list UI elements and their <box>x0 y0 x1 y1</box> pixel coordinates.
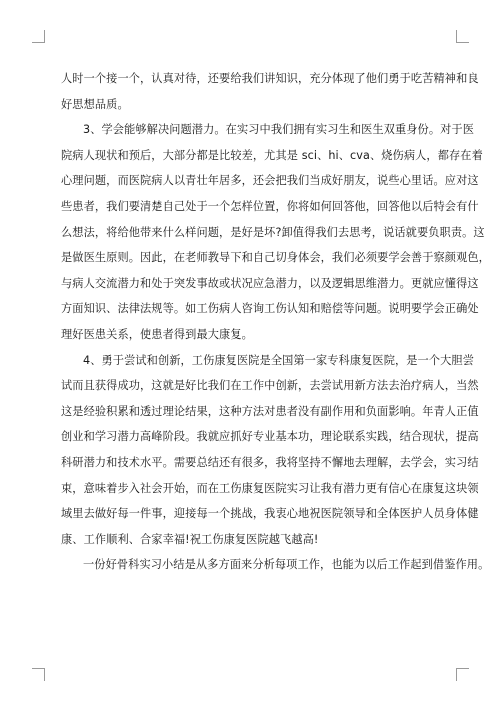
text-line: 科研潜力和技术水平。需要总结还有很多，我将坚持不懈地去理解，去学会，实习结 <box>61 455 479 469</box>
text-line: 些患者，我们要清楚自己处于一个怎样位置，你将如何回答他，回答他以后特会有什 <box>61 199 479 213</box>
text-line: 域里去做好每一件事，迎接每一个挑战，我衷心地祝医院领导和全体医护人员身体健 <box>61 507 479 521</box>
text-line: 理好医患关系，使患者得到最大康复。 <box>61 327 253 341</box>
text-line: 心理问题，而医院病人以青壮年居多，还会把我们当成好朋友，说些心里话。应对这 <box>61 174 479 188</box>
text-line: 与病人交流潜力和处于突发事故或状况应急潜力，以及逻辑思维潜力。更就应懂得这 <box>61 276 479 290</box>
text-line: 创业和学习潜力高峰阶段。我就应抓好专业基本功，理论联系实践，结合现状，提高 <box>61 430 479 444</box>
text-line: 束，意味着步入社会开始，而在工伤康复医院实习让我有潜力更有信心在康复这块领 <box>61 481 479 495</box>
text-line: 康、工作顺利、合家幸福!祝工伤康复医院越飞越高! <box>61 532 319 546</box>
crop-mark-bottom-left <box>32 668 45 681</box>
paragraph-start-4: 4、勇于尝试和创新，工伤康复医院是全国第一家专科康复医院，是一个大胆尝 <box>83 353 474 367</box>
body-text <box>61 66 490 578</box>
closing-paragraph: 一份好骨科实习小结是从多方面来分析每项工作，也能为以后工作起到借鉴作用。 <box>83 558 490 572</box>
text-line: 人时一个接一个，认真对待，还要给我们讲知识，充分体现了他们勇于吃苦精神和良 <box>61 72 479 85</box>
crop-mark-top-right <box>456 30 469 43</box>
paragraph-start-3: 3、学会能够解决问题潜力。在实习中我们拥有实习生和医生双重身份。对于医 <box>83 123 474 137</box>
crop-mark-top-left <box>32 30 45 43</box>
text-line: 方面知识、法律法规等。如工伤病人咨询工伤认知和赔偿等问题。说明要学会正确处 <box>61 302 479 316</box>
text-line: 么想法，将给他带来什么样问题，是好是坏?卸值得我们去思考，说话就要负职责。这 <box>61 225 485 239</box>
text-line: 好思想品质。 <box>61 97 129 111</box>
text-line: 是做医生原则。因此，在老师教导下和自己切身体会，我们必须要学会善于察颜观色， <box>61 251 490 265</box>
text-line: 试而且获得成功，这就是好比我们在工作中创新，去尝试用新方法去治疗病人，当然 <box>61 379 479 393</box>
crop-mark-bottom-right <box>456 668 469 681</box>
text-line: 这是经验积累和透过理论结果，这种方法对患者没有副作用和负面影响。年青人正值 <box>61 404 479 418</box>
text-line: 院病人现状和预后，大部分都是比较差，尤其是 sci、hi、cva、烧伤病人，都存在着 <box>61 148 483 162</box>
